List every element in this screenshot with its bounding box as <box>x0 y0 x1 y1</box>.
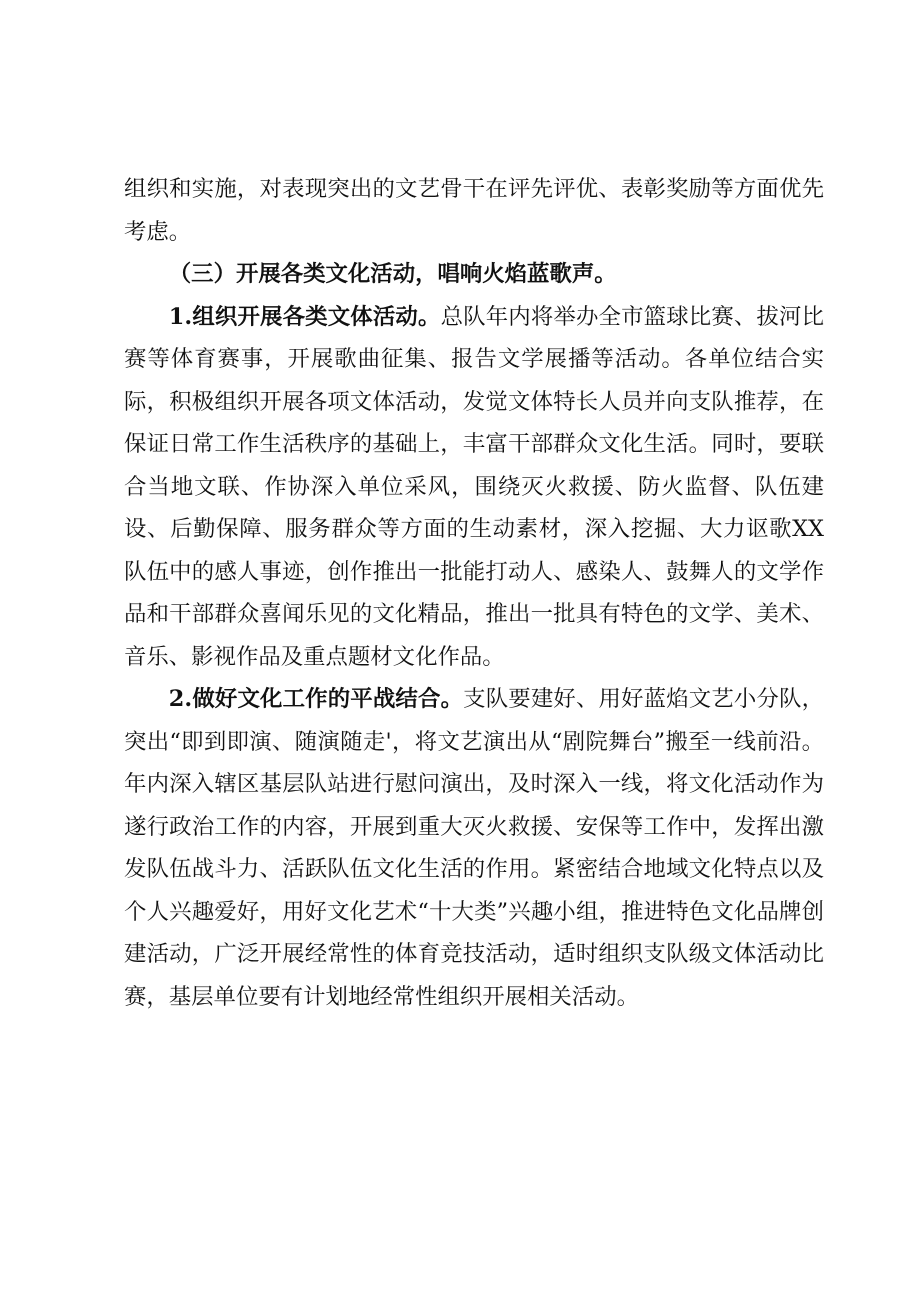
paragraph-text: 总队年内将举办全市篮球比赛、拔河比赛等体育赛事，开展歌曲征集、报告文学展播等活动。各单位结合实际，积极组织开展各项文体活动，发觉文体特长人员并向支队推荐，在保证日常工作生活秩序的基础上，丰富干部群众文化生活。同时，要联合当地文联、作协深入单位采风，围绕灭火救援、防火监督、队伍建设、后勤保障、服务群众等方面的生动素材，深入挖掘、大力讴歌XX队伍中的感人事迹，创作推出一批能打动人、感染人、鼓舞人的文学作品和干部群众喜闻乐见的文化精品，推出一批具有特色的文学、美术、音乐、影视作品及重点题材文化作品。 <box>124 303 825 670</box>
paragraph-continuation <box>124 168 824 253</box>
paragraph-item-2 <box>124 678 824 1018</box>
document-body <box>124 168 824 1018</box>
section-heading: （三）开展各类文化活动，唱响火焰蓝歌声。 <box>168 261 617 287</box>
paragraph-text: 支队要建好、用好蓝焰文艺小分队，突出“即到即演、随演随走'，将文艺演出从“剧院舞台”搬至一线前沿。年内深入辖区基层队站进行慰问演出，及时深入一线，将文化活动作为遂行政治工作的内容，开展到重大灭火救援、安保等工作中，发挥出激发队伍战斗力、活跃队伍文化生活的作用。紧密结合地域文化特点以及个人兴趣爱好，用好文化艺术“十大类”兴趣小组，推进特色文化品牌创建活动，广泛开展经常性的体育竞技活动，适时组织支队级文体活动比赛，基层单位要有计划地经常性组织开展相关活动。 <box>124 686 825 1010</box>
paragraph-item-1 <box>124 296 824 679</box>
paragraph-lead: 2.做好文化工作的平战结合。 <box>168 686 464 712</box>
paragraph-text: 组织和实施，对表现突出的文艺骨干在评先评优、表彰奖励等方面优先考虑。 <box>124 176 824 245</box>
paragraph-lead: 1.组织开展各类文体活动。 <box>168 303 441 330</box>
